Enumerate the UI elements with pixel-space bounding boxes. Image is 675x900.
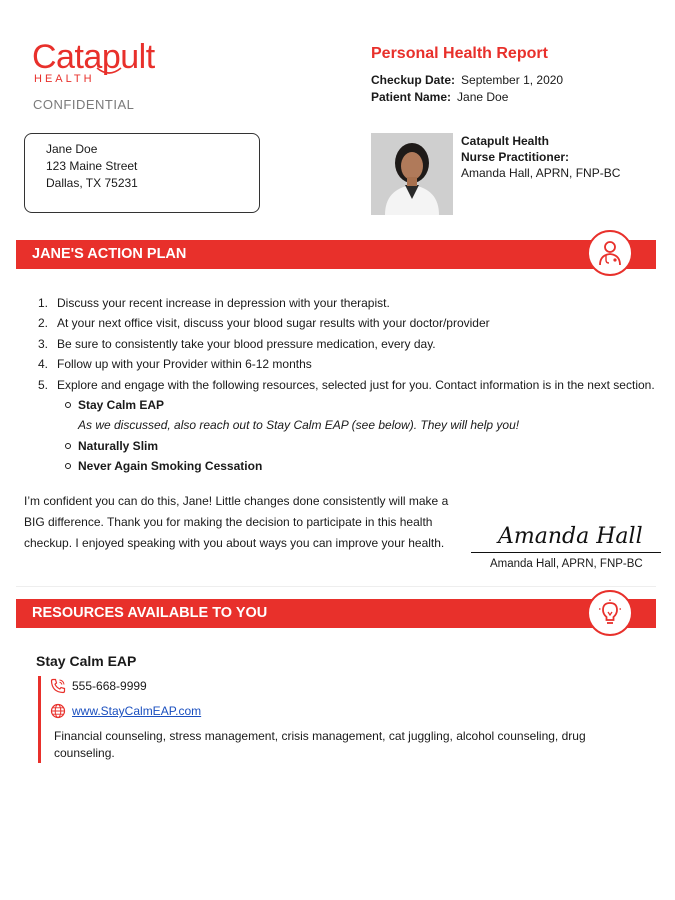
logo-arc-icon	[96, 66, 122, 76]
practitioner-photo	[371, 133, 453, 215]
section-divider	[16, 586, 656, 587]
logo-subtitle: HEALTH	[34, 73, 95, 85]
patient-name-row	[371, 90, 508, 104]
plan-item-text: Discuss your recent increase in depression with your therapist.	[57, 296, 390, 310]
confidential-label: CONFIDENTIAL	[33, 97, 135, 112]
address-name: Jane Doe	[46, 142, 98, 156]
doctor-icon	[587, 230, 633, 276]
practitioner-role: Nurse Practitioner:	[461, 150, 570, 164]
lightbulb-icon	[587, 590, 633, 636]
logo-wordmark: Catapult	[32, 38, 155, 76]
patient-name-value: Jane Doe	[457, 90, 509, 104]
signature-script: Amanda Hall	[498, 524, 643, 549]
plan-item	[38, 375, 668, 477]
resource-website-link[interactable]: www.StayCalmEAP.com	[72, 704, 202, 718]
plan-item-text: Be sure to consistently take your blood pressure medication, every day.	[57, 336, 436, 351]
practitioner-message: I’m confident you can do this, Jane! Little changes done consistently will make a BIG difference. Thank you for making the decision to participate in this health checkup. I enjoyed speaking with you about ways you can improve your health.	[24, 494, 449, 550]
plan-item	[38, 313, 668, 333]
recommended-resource: Never Again Smoking Cessation	[78, 456, 668, 476]
resource-phone	[50, 678, 147, 694]
plan-item-text: Explore and engage with the following resources, selected just for you. Contact information is in the next section.	[57, 377, 655, 392]
practitioner-info	[461, 133, 620, 181]
signature-name: Amanda Hall, APRN, FNP-BC	[490, 558, 643, 570]
patient-name-label: Patient Name:	[371, 90, 452, 104]
action-plan-list	[38, 293, 668, 477]
plan-item-text: Follow up with your Provider within 6-12 months	[57, 357, 312, 372]
globe-icon	[50, 703, 66, 719]
report-title: Personal Health Report	[371, 45, 548, 62]
resource-accent-rule	[38, 676, 41, 763]
plan-item-number: 5.	[38, 377, 49, 392]
resource-website	[50, 703, 201, 719]
address-city: Dallas, TX 75231	[46, 176, 138, 190]
practitioner-org: Catapult Health	[461, 134, 550, 148]
checkup-date-value: September 1, 2020	[461, 73, 564, 87]
recommended-resources-list	[38, 395, 668, 477]
recommended-resource: Naturally Slim	[78, 436, 668, 456]
practitioner-name: Amanda Hall, APRN, FNP-BC	[461, 166, 621, 180]
recommended-resource-note: As we discussed, also reach out to Stay Calm EAP (see below). They will help you!	[78, 418, 520, 433]
plan-item	[38, 293, 668, 313]
resource-description: Financial counseling, stress management, crisis management, cat juggling, alcohol counseling, drug counseling.	[54, 729, 586, 760]
plan-item-text: At your next office visit, discuss your blood sugar results with your doctor/provider	[57, 316, 490, 331]
resource-title: Stay Calm EAP	[36, 653, 137, 669]
plan-item-number: 3.	[38, 336, 49, 351]
signature-line	[471, 552, 661, 553]
recommended-resource: Stay Calm EAP	[78, 395, 668, 415]
resources-heading: RESOURCES AVAILABLE TO YOU	[32, 605, 268, 621]
plan-item	[38, 334, 668, 354]
checkup-date-label: Checkup Date:	[371, 73, 456, 87]
mailing-address	[24, 133, 260, 213]
plan-item-number: 4.	[38, 357, 49, 372]
plan-item-number: 2.	[38, 316, 49, 331]
plan-item	[38, 354, 668, 374]
resource-phone-number[interactable]: 555-668-9999	[72, 679, 147, 693]
plan-item-number: 1.	[38, 296, 49, 310]
address-street: 123 Maine Street	[46, 159, 138, 173]
phone-icon	[50, 678, 66, 694]
checkup-date-row	[371, 73, 563, 87]
action-plan-heading: JANE'S ACTION PLAN	[32, 246, 187, 262]
